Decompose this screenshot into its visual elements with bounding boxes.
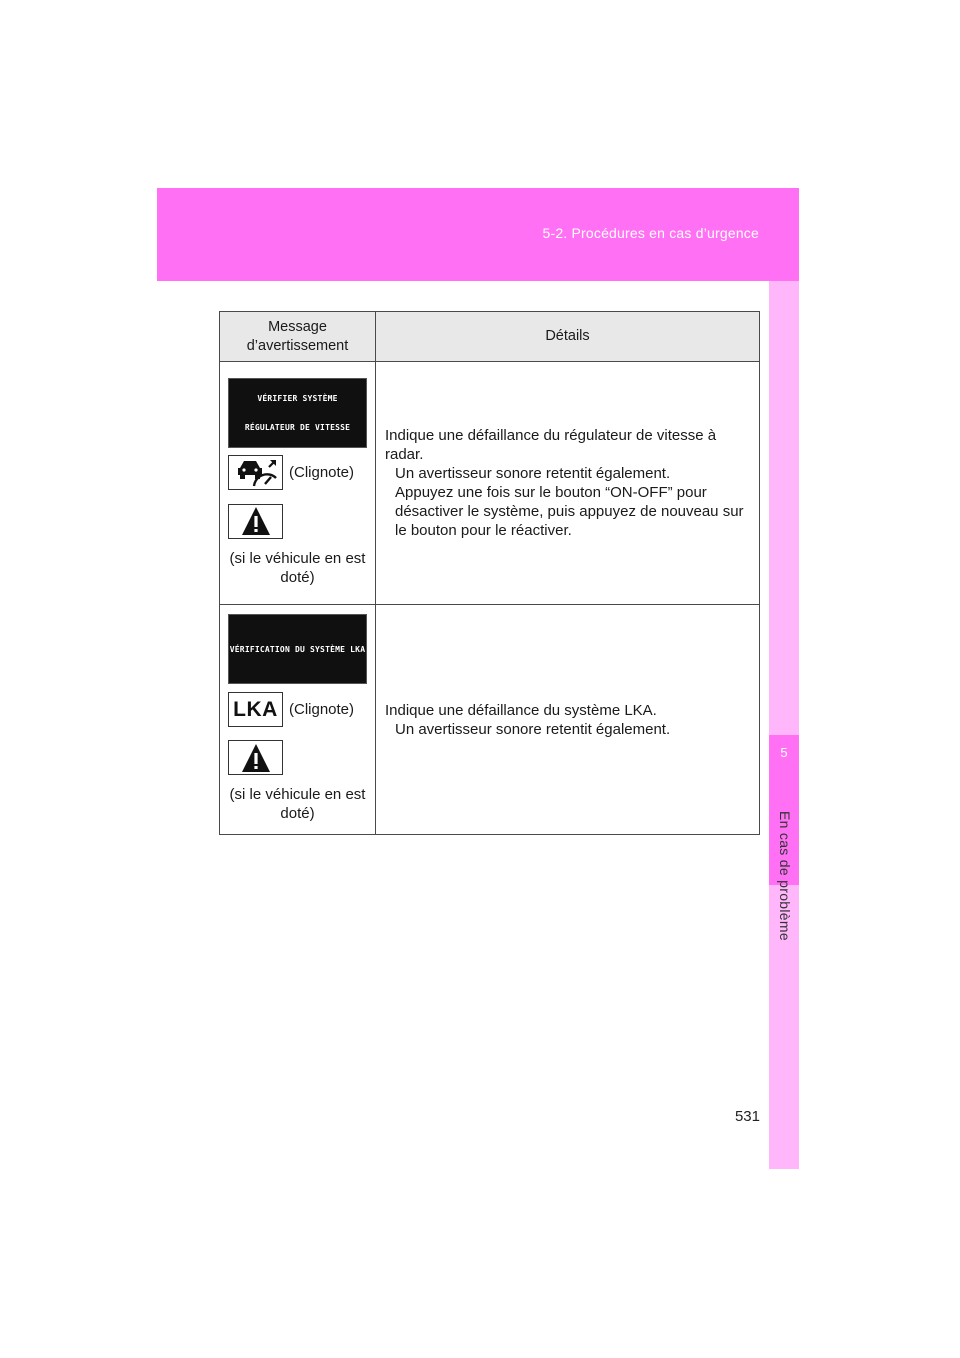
lka-icon-text: LKA: [233, 697, 278, 721]
detail-main: Indique une défaillance du régulateur de vitesse à radar.: [385, 427, 717, 463]
chapter-side-tab: [769, 281, 799, 1169]
master-warning-icon: [228, 504, 283, 539]
master-warning-icon: [228, 740, 283, 775]
screen-text-line1: VÉRIFIER SYSTÈME: [257, 393, 338, 403]
page-number: 531: [734, 1108, 760, 1125]
chapter-number: 5: [769, 735, 799, 885]
details-cell: [376, 605, 760, 835]
detail-main: Indique une défaillance du système LKA.: [385, 701, 657, 719]
header-details: Détails: [376, 312, 760, 362]
detail-sub: Un avertisseur sonore retentit également.: [395, 465, 671, 482]
message-cell: [220, 605, 376, 835]
table-row: [220, 362, 760, 605]
display-screen: [228, 378, 367, 448]
screen-text-line2: RÉGULATEUR DE VITESSE: [244, 422, 351, 432]
indicator-row: [228, 690, 367, 728]
screen-text-line1: VÉRIFICATION DU SYSTÈME LKA: [229, 644, 366, 654]
blink-note: (Clignote): [289, 700, 355, 718]
message-cell: [220, 362, 376, 605]
table-header-row: [220, 312, 760, 362]
equipped-note: (si le véhicule en est doté): [229, 549, 366, 586]
lka-icon: [228, 692, 283, 727]
display-screen: [228, 614, 367, 684]
details-cell: [376, 362, 760, 605]
blink-note: (Clignote): [289, 464, 355, 481]
section-title: 5-2. Procédures en cas d’urgence: [542, 225, 759, 241]
header-message: Message d’avertissement: [220, 312, 376, 362]
warning-message-table: [219, 311, 760, 835]
chapter-label: En cas de problème: [777, 811, 793, 941]
table-row: [220, 605, 760, 835]
detail-sub: Appuyez une fois sur le bouton “ON-OFF” pour désactiver le système, puis appuyez de nouveau sur le bouton pour le réactiver.: [395, 484, 744, 539]
indicator-row: [228, 454, 367, 492]
equipped-note: (si le véhicule en est doté): [229, 786, 366, 822]
detail-sub: Un avertisseur sonore retentit également.: [395, 720, 671, 738]
radar-cruise-icon: [228, 455, 283, 490]
header-band: [157, 188, 799, 281]
